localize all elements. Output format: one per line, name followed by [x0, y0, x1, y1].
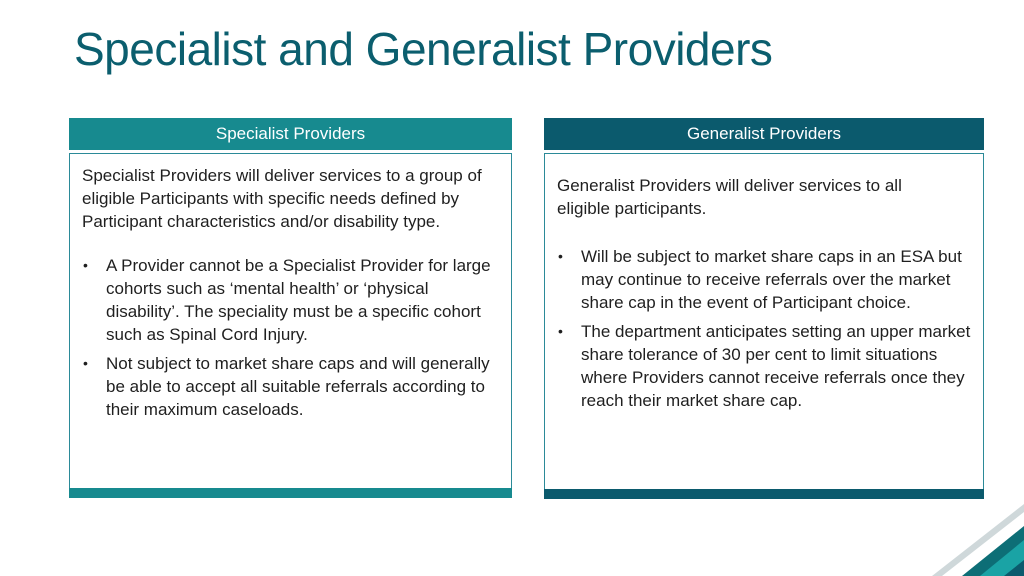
specialist-card [69, 118, 512, 498]
specialist-footer-bar [69, 488, 512, 498]
generalist-bullet-list [557, 245, 971, 412]
bullet-icon: • [83, 257, 88, 273]
slide-title: Specialist and Generalist Providers [74, 23, 773, 75]
generalist-body [544, 153, 984, 489]
bullet-text: Will be subject to market share caps in an ESA but may continue to receive referrals over the market share cap in the event of Participant choice. [581, 247, 962, 312]
bullet-text: Not subject to market share caps and will generally be able to accept all suitable referrals according to their maximum caseloads. [106, 354, 490, 419]
specialist-intro: Specialist Providers will deliver services to a group of eligible Participants with specific needs defined by Participant characteristics and/or disability type. [82, 166, 482, 231]
generalist-header: Generalist Providers [544, 118, 984, 150]
bullet-text: A Provider cannot be a Specialist Provider for large cohorts such as ‘mental health’ or ‘physical disability’. The speciality must be a specific cohort such as Spinal Cord Injury. [106, 256, 491, 344]
list-item [557, 245, 971, 314]
bullet-icon: • [83, 355, 88, 371]
list-item [82, 254, 499, 346]
list-item [82, 352, 499, 421]
specialist-header: Specialist Providers [69, 118, 512, 150]
specialist-body [69, 153, 512, 488]
bullet-icon: • [558, 248, 563, 264]
specialist-bullet-list [82, 254, 499, 421]
bullet-text: The department anticipates setting an upper market share tolerance of 30 per cent to limit situations where Providers cannot receive referrals once they reach their market share cap. [581, 322, 971, 410]
bullet-icon: • [558, 323, 563, 339]
generalist-card [544, 118, 984, 499]
generalist-footer-bar [544, 489, 984, 499]
generalist-intro: Generalist Providers will deliver services to all eligible participants. [557, 176, 902, 218]
list-item [557, 320, 971, 412]
corner-decoration-icon [914, 500, 1024, 576]
